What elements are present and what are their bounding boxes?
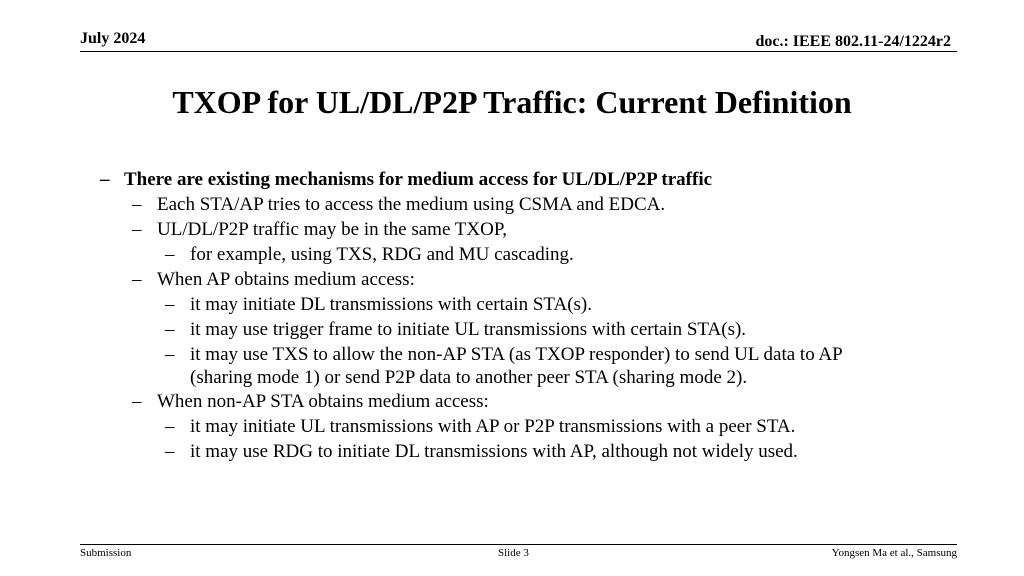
bullet-text: There are existing mechanisms for medium access for UL/DL/P2P traffic <box>124 169 713 190</box>
bullet-text-continuation: (sharing mode 1) or send P2P data to another peer STA (sharing mode 2). <box>190 367 748 388</box>
bullet-item <box>100 242 960 267</box>
bullet-item <box>100 414 960 439</box>
bullet-text: it may initiate UL transmissions with AP or P2P transmissions with a peer STA. <box>190 416 796 437</box>
footer-authors: Yongsen Ma et al., Samsung <box>831 547 957 559</box>
bullet-item <box>100 389 960 414</box>
bullet-item <box>100 192 960 217</box>
bullet-marker: – <box>165 294 175 315</box>
footer-submission: Submission <box>80 547 132 559</box>
bullet-item <box>100 267 960 292</box>
bullet-marker: – <box>165 244 175 265</box>
bullet-marker: – <box>132 194 142 215</box>
bullet-item <box>100 342 960 389</box>
header-doc-id: doc.: IEEE 802.11-24/1224r2 <box>755 33 951 50</box>
bullet-marker: – <box>132 269 142 290</box>
footer-divider <box>80 544 957 545</box>
bullet-text: it may use TXS to allow the non-AP STA (as TXOP responder) to send UL data to AP <box>190 344 843 365</box>
bullet-text: When AP obtains medium access: <box>157 269 415 290</box>
bullet-marker: – <box>165 319 175 340</box>
bullet-item <box>100 167 960 192</box>
bullet-text: for example, using TXS, RDG and MU cascading. <box>190 244 574 265</box>
bullet-text: Each STA/AP tries to access the medium using CSMA and EDCA. <box>157 194 666 215</box>
bullet-text: UL/DL/P2P traffic may be in the same TXOP, <box>157 219 508 240</box>
bullet-marker: – <box>165 416 175 437</box>
bullet-marker: – <box>165 441 175 462</box>
bullet-text: it may initiate DL transmissions with certain STA(s). <box>190 294 592 315</box>
bullet-item <box>100 217 960 242</box>
bullet-text: it may use RDG to initiate DL transmissions with AP, although not widely used. <box>190 441 798 462</box>
bullet-marker: – <box>100 169 110 190</box>
bullet-item <box>100 317 960 342</box>
bullet-marker: – <box>132 219 142 240</box>
bullet-text: When non-AP STA obtains medium access: <box>157 391 489 412</box>
bullet-item <box>100 439 960 464</box>
bullet-text: it may use trigger frame to initiate UL transmissions with certain STA(s). <box>190 319 747 340</box>
bullet-marker: – <box>132 391 142 412</box>
bullet-item <box>100 292 960 317</box>
slide-title: TXOP for UL/DL/P2P Traffic: Current Definition <box>172 84 852 120</box>
bullet-list <box>100 167 960 464</box>
header-date: July 2024 <box>80 30 146 47</box>
footer-slide-number: Slide 3 <box>498 547 529 559</box>
header-divider <box>80 51 957 52</box>
bullet-marker: – <box>165 344 175 365</box>
